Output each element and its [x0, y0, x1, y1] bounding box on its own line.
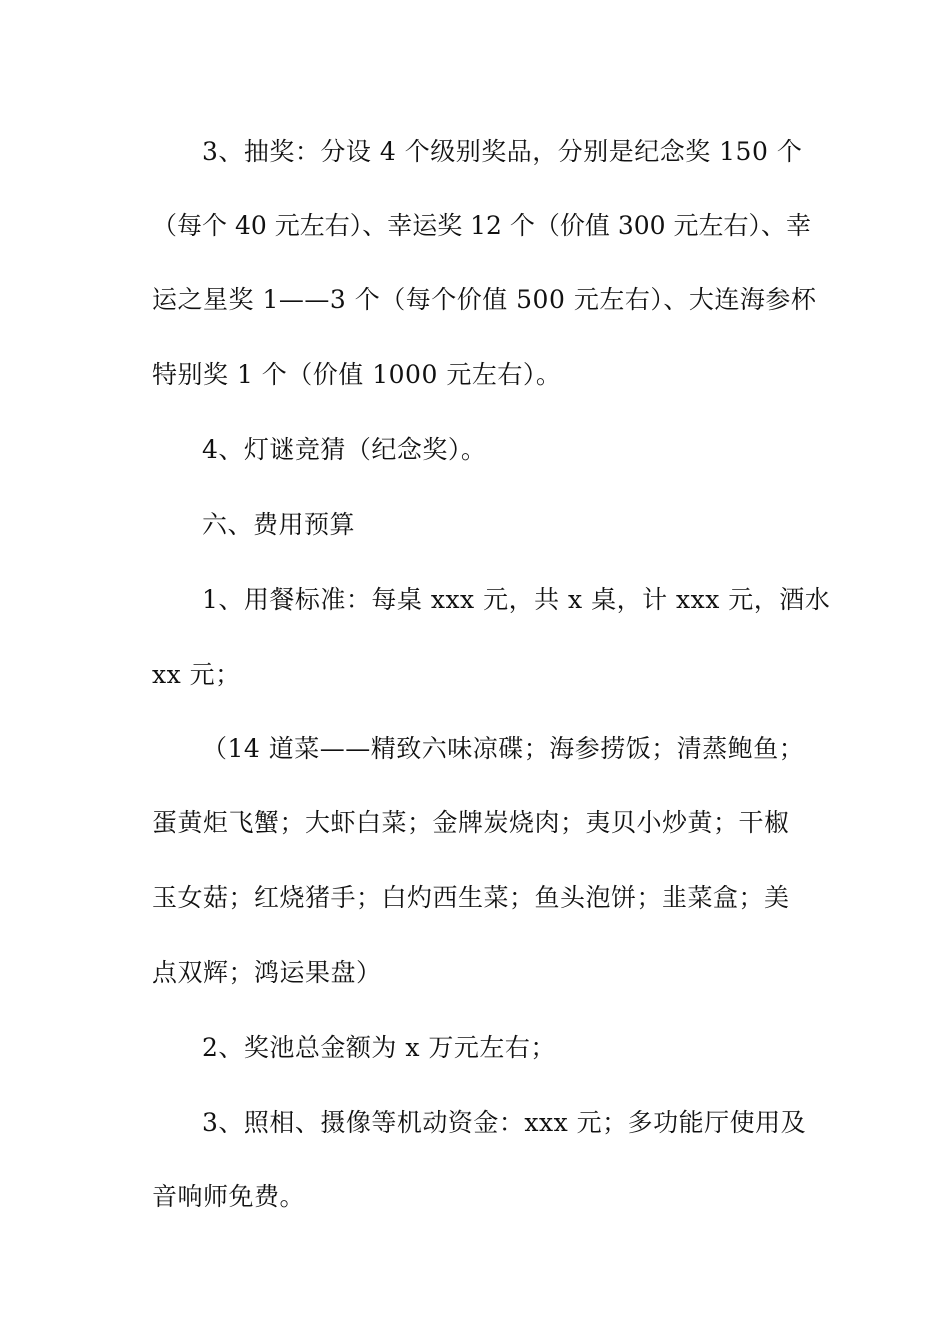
paragraph-dining-line-1: 1、用餐标准：每桌 xxx 元，共 x 桌，计 xxx 元，酒水: [202, 585, 831, 614]
paragraph-lottery-line-4: 特别奖 1 个（价值 1000 元左右）。: [152, 360, 562, 389]
paragraph-lottery-line-3: 运之星奖 1——3 个（每个价值 500 元左右）、大连海参杯: [152, 285, 817, 314]
paragraph-prize-pool: 2、奖池总金额为 x 万元左右；: [202, 1033, 556, 1062]
paragraph-lottery-line-2: （每个 40 元左右）、幸运奖 12 个（价值 300 元左右）、幸: [152, 211, 812, 240]
paragraph-menu-line-2: 蛋黄炬飞蟹；大虾白菜；金牌炭烧肉；夷贝小炒黄；干椒: [152, 808, 790, 837]
paragraph-lottery-line-1: 3、抽奖：分设 4 个级别奖品，分别是纪念奖 150 个: [202, 137, 803, 166]
paragraph-menu-line-3: 玉女菇；红烧猪手；白灼西生菜；鱼头泡饼；韭菜盒；美: [152, 883, 790, 912]
section-heading-budget: 六、费用预算: [202, 510, 356, 539]
paragraph-menu-line-4: 点双辉；鸿运果盘）: [152, 958, 382, 987]
paragraph-lantern-riddles: 4、灯谜竞猜（纪念奖）。: [202, 435, 487, 464]
paragraph-dining-line-2: xx 元；: [152, 660, 241, 689]
paragraph-menu-line-1: （14 道菜——精致六味凉碟；海参捞饭；清蒸鲍鱼；: [202, 734, 805, 763]
paragraph-photo-video-line-2: 音响师免费。: [152, 1182, 306, 1211]
paragraph-photo-video-line-1: 3、照相、摄像等机动资金：xxx 元；多功能厅使用及: [202, 1108, 807, 1137]
